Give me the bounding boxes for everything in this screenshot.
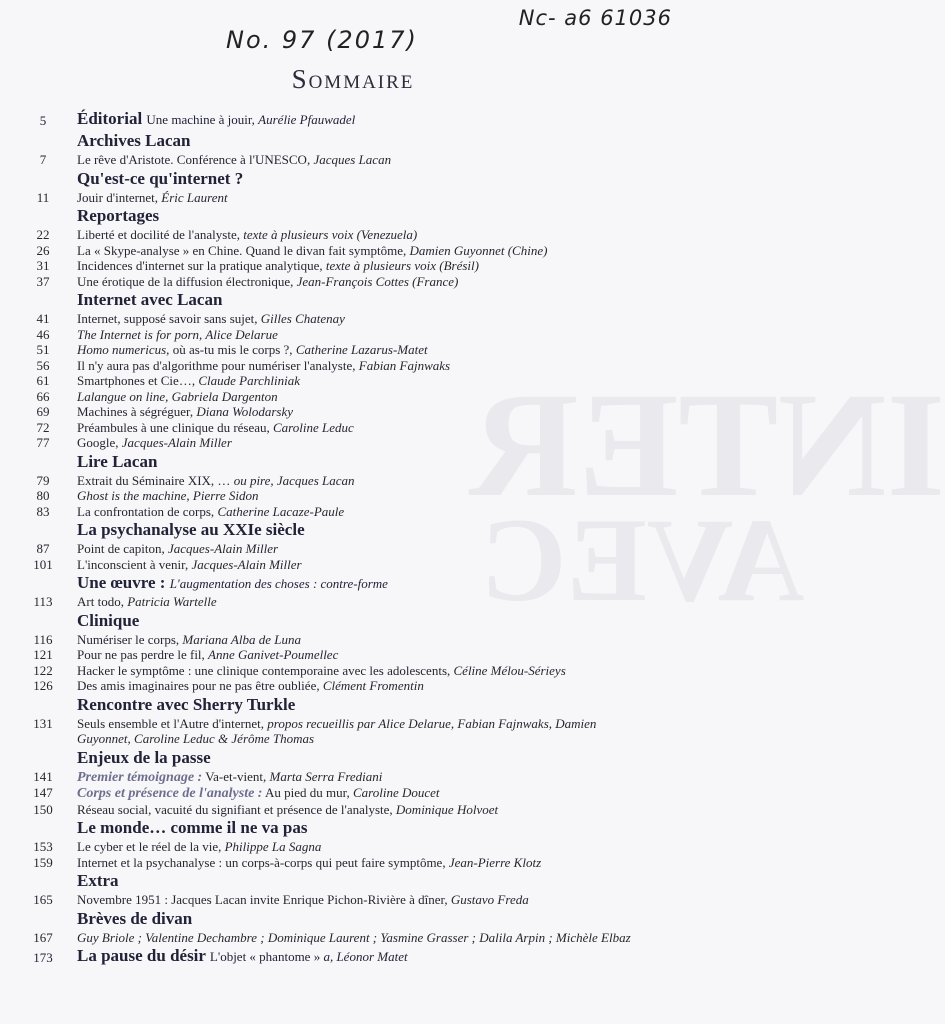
- entry-author: Jacques-Alain Miller: [168, 541, 279, 556]
- entry-author: Céline Mélou-Sérieys: [453, 662, 566, 678]
- section-subtitle-author: L'augmentation des choses : contre-forme: [169, 576, 388, 591]
- entry-title: Réseau social, vacuité du signifiant et présence de l'analyste,: [77, 801, 393, 817]
- toc-section: [0, 870, 706, 908]
- toc-section: [0, 945, 706, 967]
- toc-entry[interactable]: [0, 647, 706, 663]
- entry-page-number: 116: [33, 631, 53, 647]
- entry-author: Caroline Doucet: [352, 785, 440, 800]
- table-of-contents: [0, 108, 706, 967]
- entry-title: Liberté et docilité de l'analyste,: [77, 227, 240, 242]
- section-title: Internet avec Lacan: [77, 290, 223, 309]
- entry-author: Patricia Wartelle: [127, 594, 217, 609]
- entry-author: Dominique Holvoet: [395, 801, 499, 817]
- entry-title: Point de capiton,: [77, 541, 165, 556]
- entry-title: Le rêve d'Aristote. Conférence à l'UNESCO,: [77, 152, 311, 167]
- toc-section: [0, 130, 706, 168]
- entry-author: Jacques-Alain Miller: [121, 435, 232, 450]
- entry-author: Jean-Pierre Klotz: [448, 854, 542, 870]
- entry-page-number: 46: [36, 326, 50, 342]
- section-title: Brèves de divan: [77, 908, 193, 928]
- entry-page-number: 121: [33, 647, 53, 662]
- entry-title: La « Skype-analyse » en Chine. Quand le divan fait symptôme,: [77, 242, 407, 258]
- section-heading[interactable]: [0, 130, 706, 152]
- entry-author: Anne Ganivet-Poumellec: [208, 647, 339, 662]
- entry-page-number: 122: [33, 662, 53, 678]
- entry-author: Clément Fromentin: [322, 678, 424, 693]
- entry-author: Marta Serra Frediani: [269, 768, 383, 784]
- section-heading[interactable]: [0, 289, 706, 311]
- entry-title-continued: où as-tu mis le corps ?,: [172, 342, 293, 357]
- section-heading[interactable]: [0, 168, 706, 190]
- toc-entry[interactable]: [0, 435, 706, 451]
- entry-page-number: 141: [33, 768, 53, 784]
- section-title: Archives Lacan: [77, 131, 191, 150]
- toc-entry[interactable]: [0, 839, 706, 855]
- entry-page-number: 167: [33, 929, 53, 945]
- section-heading[interactable]: [0, 572, 706, 594]
- section-subtitle-author: a, Léonor Matet: [323, 949, 408, 964]
- section-title: Reportages: [77, 206, 160, 225]
- entry-page-number: 165: [33, 892, 53, 907]
- entry-author: propos recueillis par Alice Delarue, Fabian Fajnwaks, Damien Guyonnet, Caroline Leduc & Jérôme Thomas: [77, 715, 597, 746]
- entry-author: texte à plusieurs voix (Venezuela): [243, 227, 418, 242]
- section-title: Clinique: [77, 610, 140, 630]
- entry-author: Jacques Lacan: [313, 152, 392, 167]
- toc-entry[interactable]: [0, 274, 706, 290]
- entry-page-number: 69: [36, 404, 50, 419]
- entry-title: Préambules à une clinique du réseau,: [77, 419, 270, 435]
- toc-entry[interactable]: [0, 373, 706, 389]
- entry-author: texte à plusieurs voix (Brésil): [325, 258, 479, 273]
- entry-title: Jouir d'internet,: [77, 189, 159, 205]
- section-title: Le monde… comme il ne va pas: [77, 818, 308, 837]
- entry-title: Il n'y aura pas d'algorithme pour numériser l'analyste,: [77, 357, 356, 373]
- entry-title: Machines à ségréguer,: [77, 404, 194, 419]
- entry-author: Philippe La Sagna: [224, 839, 322, 854]
- toc-entry[interactable]: [0, 227, 706, 243]
- entry-page-number: 26: [36, 242, 50, 258]
- toc-entry[interactable]: [0, 258, 706, 274]
- entry-title: L'inconscient à venir,: [77, 556, 189, 572]
- handwritten-reference: Nc- a6 61036: [518, 6, 672, 30]
- section-page-number: 173: [33, 950, 53, 965]
- entry-highlight: Corps et présence de l'analyste :: [77, 786, 263, 801]
- section-subtitle-text: Une machine à jouir,: [146, 112, 255, 127]
- section-title: Éditorial: [77, 109, 143, 128]
- section-page-number: 5: [39, 113, 47, 128]
- toc-entry[interactable]: [0, 190, 706, 206]
- toc-entry[interactable]: [0, 802, 706, 818]
- entry-title: Art todo,: [77, 594, 124, 609]
- entry-page-number: 131: [33, 715, 53, 731]
- entry-page-number: 87: [36, 541, 50, 556]
- entry-title: Incidences d'internet sur la pratique analytique,: [77, 258, 323, 273]
- entry-title: Internet et la psychanalyse : un corps-à-corps qui peut faire symptôme,: [77, 854, 446, 870]
- toc-entry[interactable]: [0, 488, 706, 504]
- toc-entry[interactable]: [0, 678, 706, 694]
- entry-title: Au pied du mur,: [265, 785, 350, 800]
- toc-entry[interactable]: [0, 541, 706, 557]
- entry-author: Catherine Lazarus-Matet: [295, 342, 428, 357]
- toc-entry[interactable]: [0, 342, 706, 358]
- toc-entry[interactable]: [0, 327, 706, 343]
- entry-title: Va-et-vient,: [205, 768, 267, 784]
- entry-page-number: 147: [33, 785, 53, 800]
- entry-title: Numériser le corps,: [77, 631, 180, 647]
- entry-title: Google,: [77, 435, 119, 450]
- entry-highlight: Premier témoignage :: [77, 769, 203, 785]
- entry-author: Jacques-Alain Miller: [191, 556, 302, 572]
- entry-author: Ghost is the machine, Pierre Sidon: [77, 488, 259, 503]
- section-heading[interactable]: [0, 870, 706, 892]
- toc-section: [0, 451, 706, 520]
- entry-page-number: 126: [33, 678, 53, 693]
- toc-entry[interactable]: [0, 420, 706, 436]
- toc-entry[interactable]: [0, 855, 706, 871]
- toc-entry[interactable]: [0, 663, 706, 679]
- toc-section: [0, 817, 706, 870]
- watermark-text: INTER: [470, 362, 945, 528]
- toc-section: [0, 289, 706, 451]
- entry-page-number: 153: [33, 839, 53, 854]
- toc-entry[interactable]: [0, 632, 706, 648]
- toc-section: [0, 610, 706, 694]
- entry-author: Homo numericus,: [77, 342, 170, 357]
- section-heading[interactable]: [0, 610, 706, 632]
- entry-page-number: 80: [36, 488, 50, 503]
- toc-entry[interactable]: [0, 311, 706, 327]
- entry-page-number: 11: [36, 189, 50, 205]
- entry-page-number: 77: [36, 435, 50, 450]
- entry-author: Fabian Fajnwaks: [358, 357, 451, 373]
- entry-page-number: 101: [33, 556, 53, 572]
- entry-page-number: 41: [36, 311, 50, 326]
- entry-author: Éric Laurent: [161, 189, 228, 205]
- entry-page-number: 66: [36, 388, 50, 404]
- toc-section: [0, 519, 706, 572]
- entry-author: Jean-François Cottes (France): [296, 273, 459, 289]
- section-subtitle: [146, 112, 355, 127]
- section-subtitle: [210, 949, 408, 964]
- section-heading[interactable]: [0, 817, 706, 839]
- entry-page-number: 159: [33, 854, 53, 870]
- section-subtitle: [170, 576, 388, 591]
- toc-entry[interactable]: [0, 594, 706, 610]
- entry-author: Damien Guyonnet (Chine): [409, 242, 548, 258]
- toc-entry[interactable]: [0, 504, 706, 520]
- section-heading[interactable]: [0, 519, 706, 541]
- entry-page-number: 72: [36, 419, 50, 435]
- section-title: Qu'est-ce qu'internet ?: [77, 168, 244, 188]
- entry-page-number: 31: [36, 258, 50, 273]
- toc-entry[interactable]: [0, 930, 706, 946]
- section-heading[interactable]: [0, 747, 706, 769]
- entry-author: Diana Wolodarsky: [196, 404, 293, 419]
- entry-page-number: 83: [36, 503, 50, 519]
- section-subtitle-text: L'objet « phantome »: [209, 949, 321, 964]
- toc-entry[interactable]: [0, 557, 706, 573]
- section-heading[interactable]: [0, 108, 706, 130]
- toc-entry[interactable]: [0, 892, 706, 908]
- entry-title: Extrait du Séminaire XIX, …: [77, 472, 231, 488]
- toc-section: [0, 747, 706, 818]
- entry-title: Pour ne pas perdre le fil,: [77, 647, 205, 662]
- toc-entry[interactable]: [0, 243, 706, 259]
- section-title: La psychanalyse au XXIe siècle: [77, 520, 305, 539]
- page-title: Sommaire: [291, 64, 415, 94]
- toc-entry[interactable]: [0, 358, 706, 374]
- entry-page-number: 37: [36, 273, 50, 289]
- entry-title: Seuls ensemble et l'Autre d'internet,: [77, 715, 264, 731]
- entry-title: Hacker le symptôme : une clinique contemporaine avec les adolescents,: [77, 662, 451, 678]
- entry-author: Caroline Leduc: [273, 419, 354, 435]
- entry-author: Lalangue on line, Gabriela Dargenton: [77, 388, 278, 404]
- entry-author: Catherine Lacaze-Paule: [217, 503, 345, 519]
- entry-page-number: 150: [33, 801, 53, 817]
- section-title: Rencontre avec Sherry Turkle: [77, 694, 296, 714]
- entry-page-number: 56: [36, 357, 50, 373]
- entry-page-number: 61: [36, 373, 50, 388]
- entry-page-number: 51: [36, 342, 50, 357]
- entry-title: Novembre 1951 : Jacques Lacan invite Enrique Pichon-Rivière à dîner,: [77, 892, 448, 907]
- toc-section: [0, 205, 706, 289]
- entry-title: Une érotique de la diffusion électronique,: [77, 273, 294, 289]
- entry-page-number: 7: [39, 152, 47, 167]
- entry-author: Claude Parchliniak: [198, 373, 301, 388]
- entry-author: Gustavo Freda: [450, 892, 529, 907]
- toc-section: [0, 572, 706, 610]
- entry-author: ou pire, Jacques Lacan: [233, 472, 355, 488]
- toc-entry[interactable]: [0, 404, 706, 420]
- toc-section: [0, 108, 706, 130]
- entry-author: Mariana Alba de Luna: [182, 631, 301, 647]
- entry-author: The Internet is for porn, Alice Delarue: [77, 326, 278, 342]
- section-heading[interactable]: [0, 694, 706, 716]
- section-title: Extra: [77, 871, 119, 890]
- entry-title: La confrontation de corps,: [77, 503, 215, 519]
- toc-section: [0, 694, 706, 747]
- toc-entry[interactable]: [0, 785, 706, 802]
- entry-author: Guy Briole ; Valentine Dechambre ; Dominique Laurent ; Yasmine Grasser ; Dalila Arpin ; Michèle Elbaz: [77, 929, 631, 945]
- entry-page-number: 79: [36, 472, 50, 488]
- toc-entry[interactable]: [0, 473, 706, 489]
- section-heading[interactable]: [0, 205, 706, 227]
- toc-entry[interactable]: [0, 389, 706, 405]
- entry-page-number: 113: [33, 594, 53, 609]
- section-heading[interactable]: [0, 908, 706, 930]
- entry-title: Internet, supposé savoir sans sujet,: [77, 311, 258, 326]
- entry-title: Smartphones et Cie…,: [77, 373, 196, 388]
- handwritten-issue-number: No. 97 (2017): [226, 26, 418, 54]
- toc-entry[interactable]: [0, 716, 706, 747]
- section-title: Enjeux de la passe: [77, 747, 211, 767]
- entry-title: Le cyber et le réel de la vie,: [77, 839, 222, 854]
- toc-section: [0, 168, 706, 206]
- entry-author: Gilles Chatenay: [260, 311, 345, 326]
- section-heading[interactable]: [0, 451, 706, 473]
- toc-entry[interactable]: [0, 769, 706, 786]
- watermark-text-2: AVEC: [480, 493, 805, 626]
- section-heading[interactable]: [0, 945, 706, 967]
- toc-entry[interactable]: [0, 152, 706, 168]
- entry-title: Des amis imaginaires pour ne pas être oubliée,: [77, 678, 320, 693]
- section-title: Lire Lacan: [77, 451, 158, 471]
- toc-section: [0, 908, 706, 946]
- section-title: Une œuvre :: [77, 573, 166, 592]
- section-subtitle-author: Aurélie Pfauwadel: [258, 112, 356, 127]
- entry-page-number: 22: [36, 227, 50, 242]
- section-title: La pause du désir: [77, 946, 206, 965]
